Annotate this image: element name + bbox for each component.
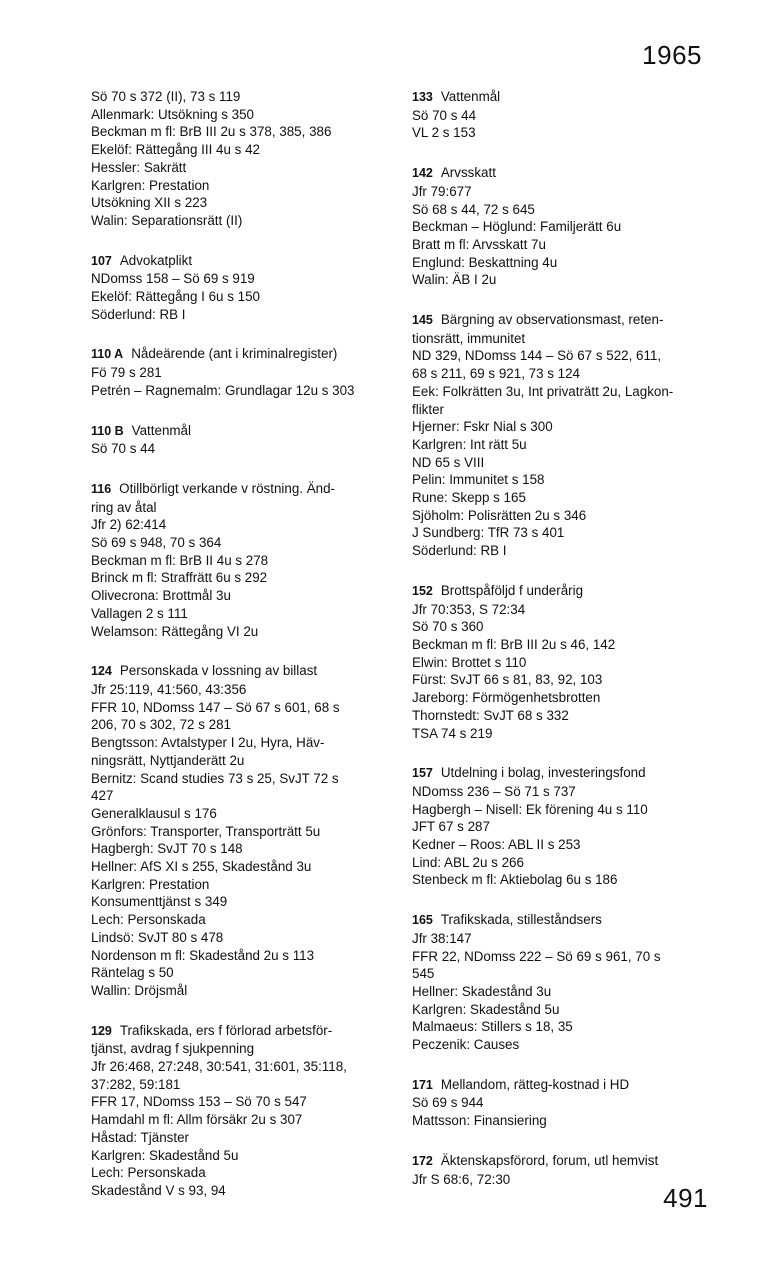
entry-reference-line: Grönfors: Transporter, Transporträtt 5u — [91, 823, 321, 839]
entry-reference-line: Welamson: Rättegång VI 2u — [91, 623, 259, 639]
entry-reference-line: Wallin: Dröjsmål — [91, 982, 188, 998]
entry-number: 157 — [412, 766, 433, 781]
entry-reference-line: Walin: Separationsrätt (II) — [91, 212, 243, 228]
entry-heading — [412, 1152, 712, 1171]
entry-reference-line: ND 329, NDomss 144 – Sö 67 s 522, 611, — [412, 348, 662, 364]
index-entry — [91, 480, 391, 640]
entry-reference-line: 427 — [91, 788, 114, 804]
entry-reference-line: Hellner: Skadestånd 3u — [412, 983, 552, 999]
entry-reference-line: Allenmark: Utsökning s 350 — [91, 106, 254, 122]
entry-reference-line: Konsumenttjänst s 349 — [91, 894, 228, 910]
index-entry — [91, 662, 391, 999]
entry-reference-line: Bernitz: Scand studies 73 s 25, SvJT 72 s — [91, 770, 339, 786]
entry-reference-line: Jfr 38:147 — [412, 930, 472, 946]
entry-title: Brottspåföljd f underårig — [440, 582, 584, 598]
entry-reference-line: TSA 74 s 219 — [412, 725, 493, 741]
entry-reference-line: flikter — [412, 401, 444, 417]
entry-reference-line: Lech: Personskada — [91, 1165, 206, 1181]
entry-reference-line: Stenbeck m fl: Aktiebolag 6u s 186 — [412, 872, 618, 888]
entry-reference-line: Jfr 70:353, S 72:34 — [412, 601, 526, 617]
entry-reference-line: Bratt m fl: Arvsskatt 7u — [412, 236, 546, 252]
entry-reference-line: ningsrätt, Nyttjanderätt 2u — [91, 752, 245, 768]
entry-reference-line: Karlgren: Prestation — [91, 876, 210, 892]
entry-title: Personskada v lossning av billast — [119, 663, 318, 679]
entry-heading — [91, 662, 391, 681]
entry-heading — [91, 1022, 391, 1041]
entry-reference-line: Hjerner: Fskr Nial s 300 — [412, 419, 553, 435]
entry-reference-line: Beckman m fl: BrB III 2u s 378, 385, 386 — [91, 124, 332, 140]
entry-heading — [412, 764, 712, 783]
entry-reference-line: Nordenson m fl: Skadestånd 2u s 113 — [91, 947, 315, 963]
entry-title: Trafikskada, stilleståndsers — [440, 912, 602, 928]
entry-reference-line: NDomss 236 – Sö 71 s 737 — [412, 783, 576, 799]
entry-title: Advokatplikt — [119, 252, 193, 268]
entry-reference-line: Rune: Skepp s 165 — [412, 490, 526, 506]
entry-reference-line: FFR 22, NDomss 222 – Sö 69 s 961, 70 s — [412, 948, 661, 964]
entry-reference-line: Beckman m fl: BrB II 4u s 278 — [91, 552, 269, 568]
entry-title: Vattenmål — [131, 422, 191, 438]
entry-number: 110 B — [91, 423, 124, 438]
entry-reference-line: tionsrätt, immunitet — [412, 330, 526, 346]
entry-heading — [412, 1076, 712, 1095]
entry-reference-line: Generalklausul s 176 — [91, 805, 217, 821]
entry-reference-line: Bengtsson: Avtalstyper I 2u, Hyra, Häv- — [91, 735, 325, 751]
entry-reference-line: Elwin: Brottet s 110 — [412, 654, 527, 670]
index-entry — [412, 582, 712, 742]
entry-reference-line: Jfr 2) 62:414 — [91, 517, 167, 533]
entry-reference-line: Jareborg: Förmögenhetsbrotten — [412, 690, 601, 706]
entry-reference-line: Räntelag s 50 — [91, 965, 174, 981]
entry-reference-line: Olivecrona: Brottmål 3u — [91, 588, 231, 604]
entry-number: 171 — [412, 1077, 433, 1092]
entry-reference-line: Fö 79 s 281 — [91, 365, 162, 381]
entry-number: 129 — [91, 1023, 112, 1038]
entry-reference-line: Karlgren: Skadestånd 5u — [91, 1147, 239, 1163]
entry-heading — [412, 911, 712, 930]
entry-reference-line: Ekelöf: Rättegång I 6u s 150 — [91, 289, 260, 305]
entry-reference-line: Kedner – Roos: ABL II s 253 — [412, 837, 581, 853]
entry-reference-line: 37:282, 59:181 — [91, 1076, 181, 1092]
entry-reference-line: Sö 70 s 360 — [412, 619, 484, 635]
entry-reference-line: Brinck m fl: Straffrätt 6u s 292 — [91, 570, 268, 586]
entry-reference-line: Jfr S 68:6, 72:30 — [412, 1171, 511, 1187]
entry-heading — [91, 422, 391, 441]
entry-reference-line: Hagbergh: SvJT 70 s 148 — [91, 841, 243, 857]
entry-reference-line: Skadestånd V s 93, 94 — [91, 1182, 226, 1198]
entry-reference-line: Jfr 25:119, 41:560, 43:356 — [91, 681, 247, 697]
entry-reference-line: Sö 70 s 44 — [91, 441, 156, 457]
entry-heading — [412, 311, 712, 330]
entry-reference-line: Peczenik: Causes — [412, 1037, 520, 1053]
entry-reference-line: Sö 68 s 44, 72 s 645 — [412, 201, 535, 217]
entry-reference-line: Karlgren: Skadestånd 5u — [412, 1001, 560, 1017]
entry-number: 107 — [91, 253, 112, 268]
index-entry — [91, 88, 391, 230]
entry-reference-line: Lindsö: SvJT 80 s 478 — [91, 929, 224, 945]
entry-reference-line: NDomss 158 – Sö 69 s 919 — [91, 271, 255, 287]
entry-title: Mellandom, rätteg-kostnad i HD — [440, 1076, 630, 1092]
index-entry — [91, 1022, 391, 1200]
entry-title: Arvsskatt — [440, 165, 496, 181]
entry-number: 116 — [91, 481, 112, 496]
entry-reference-line: J Sundberg: TfR 73 s 401 — [412, 525, 565, 541]
index-entry — [412, 88, 712, 142]
entry-reference-line: Petrén – Ragnemalm: Grundlagar 12u s 303 — [91, 382, 355, 398]
entry-reference-line: Sö 70 s 44 — [412, 107, 477, 123]
entry-number: 142 — [412, 166, 433, 181]
index-entry — [91, 252, 391, 324]
entry-number: 133 — [412, 90, 433, 104]
entry-reference-line: Ekelöf: Rättegång III 4u s 42 — [91, 142, 260, 158]
entry-reference-line: 545 — [412, 966, 435, 982]
entry-title: Äktenskapsförord, forum, utl hemvist — [440, 1152, 659, 1168]
index-entry — [91, 422, 391, 458]
entry-reference-line: Vallagen 2 s 111 — [91, 605, 188, 621]
entry-reference-line: Utsökning XII s 223 — [91, 195, 208, 211]
entry-heading — [412, 164, 712, 183]
entry-reference-line: ND 65 s VIII — [412, 454, 485, 470]
entry-heading — [91, 480, 391, 499]
entry-reference-line: Walin: ÄB I 2u — [412, 272, 497, 288]
entry-title: Trafikskada, ers f förlorad arbetsför- — [119, 1022, 333, 1038]
entry-reference-line: Eek: Folkrätten 3u, Int privaträtt 2u, Lagkon- — [412, 383, 674, 399]
page-number: 491 — [663, 1183, 708, 1213]
entry-reference-line: JFT 67 s 287 — [412, 819, 490, 835]
entry-title: Utdelning i bolag, investeringsfond — [440, 765, 646, 781]
index-entry — [412, 311, 712, 560]
index-entry — [412, 164, 712, 289]
entry-title: Bärgning av observationsmast, reten- — [440, 312, 664, 328]
entry-number: 152 — [412, 583, 433, 598]
entry-number: 124 — [91, 664, 112, 679]
index-entry — [412, 764, 712, 889]
entry-heading — [91, 252, 391, 271]
entry-reference-line: Söderlund: RB I — [91, 306, 186, 322]
page-header-year: 1965 — [642, 40, 702, 70]
entry-heading — [412, 582, 712, 601]
entry-reference-line: Sö 70 s 372 (II), 73 s 119 — [91, 89, 241, 104]
entry-reference-line: Söderlund: RB I — [412, 543, 507, 559]
entry-number: 165 — [412, 913, 433, 928]
entry-reference-line: Pelin: Immunitet s 158 — [412, 472, 545, 488]
entry-reference-line: Håstad: Tjänster — [91, 1129, 189, 1145]
right-column — [412, 88, 712, 1210]
entry-reference-line: Beckman – Höglund: Familjerätt 6u — [412, 219, 622, 235]
entry-number: 110 A — [91, 347, 124, 362]
entry-title: Nådeärende (ant i kriminalregister) — [131, 346, 338, 362]
entry-reference-line: Sö 69 s 944 — [412, 1095, 484, 1111]
entry-reference-line: Malmaeus: Stillers s 18, 35 — [412, 1019, 573, 1035]
entry-reference-line: Hessler: Sakrätt — [91, 159, 187, 175]
entry-number: 145 — [412, 313, 433, 328]
entry-reference-line: Karlgren: Int rätt 5u — [412, 436, 527, 452]
index-entry — [412, 911, 712, 1054]
entry-heading — [91, 345, 391, 364]
entry-heading — [412, 88, 712, 107]
entry-reference-line: Karlgren: Prestation — [91, 177, 210, 193]
entry-title: Vattenmål — [440, 89, 501, 104]
entry-reference-line: Thornstedt: SvJT 68 s 332 — [412, 707, 569, 723]
index-entry — [91, 345, 391, 399]
entry-reference-line: Sjöholm: Polisrätten 2u s 346 — [412, 507, 587, 523]
entry-reference-line: Sö 69 s 948, 70 s 364 — [91, 535, 222, 551]
entry-reference-line: Jfr 26:468, 27:248, 30:541, 31:601, 35:118, — [91, 1059, 347, 1075]
entry-reference-line: Jfr 79:677 — [412, 183, 472, 199]
left-column — [91, 88, 391, 1222]
entry-reference-line: Lech: Personskada — [91, 912, 206, 928]
entry-reference-line: Lind: ABL 2u s 266 — [412, 854, 524, 870]
entry-reference-line: Mattsson: Finansiering — [412, 1113, 547, 1129]
entry-reference-line: FFR 17, NDomss 153 – Sö 70 s 547 — [91, 1094, 307, 1110]
entry-reference-line: 68 s 211, 69 s 921, 73 s 124 — [412, 366, 581, 382]
entry-reference-line: Hellner: AfS XI s 255, Skadestånd 3u — [91, 859, 312, 875]
entry-title: Otillbörligt verkande v röstning. Änd- — [119, 480, 336, 496]
entry-reference-line: Beckman m fl: BrB III 2u s 46, 142 — [412, 636, 616, 652]
entry-number: 172 — [412, 1153, 433, 1168]
entry-reference-line: Fürst: SvJT 66 s 81, 83, 92, 103 — [412, 672, 603, 688]
entry-reference-line: Englund: Beskattning 4u — [412, 254, 558, 270]
entry-reference-line: ring av åtal — [91, 499, 157, 515]
entry-reference-line: 206, 70 s 302, 72 s 281 — [91, 717, 231, 733]
entry-reference-line: Hamdahl m fl: Allm försäkr 2u s 307 — [91, 1112, 303, 1128]
entry-reference-line: VL 2 s 153 — [412, 125, 476, 141]
index-entry — [412, 1076, 712, 1130]
entry-reference-line: Hagbergh – Nisell: Ek förening 4u s 110 — [412, 801, 648, 817]
entry-reference-line: tjänst, avdrag f sjukpenning — [91, 1041, 255, 1057]
entry-reference-line: FFR 10, NDomss 147 – Sö 67 s 601, 68 s — [91, 699, 340, 715]
